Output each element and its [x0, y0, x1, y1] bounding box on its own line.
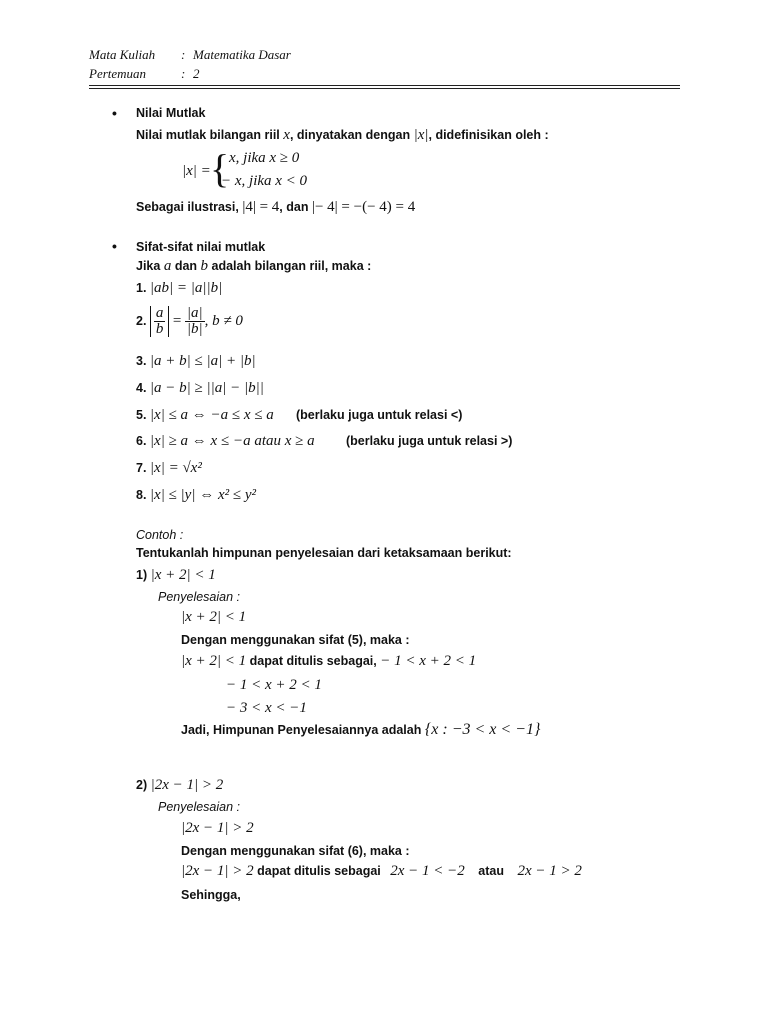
property-expression: |ab| = |a||b|	[149, 280, 223, 296]
sifat-intro-dan: dan	[174, 259, 198, 273]
bullet-nilai-mutlak: •	[112, 105, 117, 121]
sifat-intro-var-a: a	[163, 258, 172, 274]
property-2-lhs-numerator: a	[155, 305, 164, 321]
illustration-eq-1: |4| = 4	[242, 199, 280, 215]
example-1-step-1-text: dapat ditulis sebagai,	[249, 654, 377, 668]
property-2-condition: , b ≠ 0	[204, 312, 243, 329]
contoh-label: Contoh :	[136, 528, 184, 542]
example-1-conclusion	[181, 721, 540, 739]
example-1-number: 1)	[136, 568, 148, 582]
example-1-solution-set: {x : −3 < x < −1}	[424, 721, 541, 738]
property-1	[136, 280, 222, 297]
header-value-meeting: 2	[193, 66, 200, 81]
header-rule-bottom	[89, 88, 680, 89]
property-2-lhs-denominator: b	[155, 321, 164, 337]
example-2-step-1	[181, 863, 582, 880]
sifat-intro	[136, 258, 371, 275]
example-2-step-1-b: 2x − 1 > 2	[517, 863, 582, 879]
case-definition-lhs: |x| =	[182, 163, 211, 179]
property-number: 7.	[136, 461, 147, 475]
example-2-step-1-a: 2x − 1 < −2	[390, 863, 465, 879]
property-number: 8.	[136, 488, 147, 502]
property-expression: |a + b| ≤ |a| + |b|	[149, 353, 256, 369]
contoh-instruction: Tentukanlah himpunan penyelesaian dari ketaksamaan berikut:	[136, 546, 512, 560]
example-2-step-1-lhs: |2x − 1| > 2	[181, 863, 254, 879]
example-1-using: Dengan menggunakan sifat (5), maka :	[181, 633, 410, 647]
example-2-using: Dengan menggunakan sifat (6), maka :	[181, 844, 410, 858]
example-1-step-1	[181, 653, 476, 670]
property-2-rhs-denominator: |b|	[186, 321, 203, 338]
illustration-eq-2: |− 4| = −(− 4) = 4	[311, 199, 416, 215]
definition-text-a: Nilai mutlak bilangan riil	[136, 128, 280, 142]
property-expression: |x| ≤ a ⇔ −a ≤ x ≤ a	[149, 407, 274, 423]
property-5	[136, 407, 274, 424]
section-title-sifat: Sifat-sifat nilai mutlak	[136, 240, 266, 254]
property-6-note: (berlaku juga untuk relasi >)	[346, 434, 513, 448]
property-expression: |x| ≤ |y| ⇔ x² ≤ y²	[149, 487, 257, 503]
property-number: 1.	[136, 281, 147, 295]
example-1-problem: |x + 2| < 1	[150, 567, 216, 583]
definition-variable: x	[283, 127, 290, 143]
property-expression: |x| = √x²	[149, 460, 202, 476]
example-1-step-3: − 3 < x < −1	[226, 700, 307, 716]
property-number: 2.	[136, 313, 147, 328]
case-negative: − x, jika x < 0	[221, 173, 308, 189]
illustration-text: Sebagai ilustrasi,	[136, 200, 239, 214]
property-4	[136, 380, 264, 397]
property-expression: |a − b| ≥ ||a| − |b||	[149, 380, 264, 396]
example-1-step-1-lhs: |x + 2| < 1	[181, 653, 247, 669]
example-1-step-1-rhs: − 1 < x + 2 < 1	[380, 653, 477, 669]
property-6	[136, 433, 315, 450]
header-sep-1: :	[181, 47, 186, 62]
illustration-dan: , dan	[279, 200, 309, 214]
example-2-penyelesaian: Penyelesaian :	[158, 800, 241, 814]
header-label-pertemuan: Pertemuan	[89, 66, 147, 81]
header-sep-2: :	[181, 66, 186, 81]
property-number: 6.	[136, 434, 147, 448]
definition-text-c: , didefinisikan oleh :	[428, 128, 549, 142]
sifat-intro-jika: Jika	[136, 259, 161, 273]
example-2-sehingga: Sehingga,	[181, 888, 241, 902]
header-rule-top	[89, 85, 680, 86]
sifat-intro-rest: adalah bilangan riil, maka :	[211, 259, 372, 273]
header-value-course: Matematika Dasar	[193, 47, 291, 62]
property-number: 3.	[136, 354, 147, 368]
example-2-restate: |2x − 1| > 2	[181, 820, 254, 836]
example-1-penyelesaian: Penyelesaian :	[158, 590, 241, 604]
property-expression: |x| ≥ a ⇔ x ≤ −a atau x ≥ a	[149, 433, 315, 449]
example-2-problem: |2x − 1| > 2	[150, 777, 224, 793]
property-2-equals: =	[172, 312, 182, 329]
example-2-atau: atau	[478, 864, 504, 878]
example-2-number: 2)	[136, 778, 148, 792]
case-brace: {	[210, 146, 230, 191]
case-positive: x, jika x ≥ 0	[229, 150, 300, 166]
example-2-step-1-text: dapat ditulis sebagai	[257, 864, 381, 878]
property-7	[136, 460, 202, 477]
property-3	[136, 353, 256, 370]
property-number: 4.	[136, 381, 147, 395]
property-2-rhs-numerator: |a|	[186, 305, 203, 322]
example-1-header	[136, 567, 216, 584]
property-5-note: (berlaku juga untuk relasi <)	[296, 408, 463, 422]
illustration-line	[136, 199, 415, 216]
definition-abs-x: |x|	[413, 127, 429, 143]
example-1-restate: |x + 2| < 1	[181, 609, 247, 625]
property-8	[136, 487, 256, 504]
section-title-nilai-mutlak: Nilai Mutlak	[136, 106, 206, 120]
property-2-lhs-abs	[150, 306, 170, 337]
example-2-header	[136, 777, 223, 794]
sifat-intro-var-b: b	[200, 258, 209, 274]
definition-line	[136, 127, 549, 144]
bullet-sifat: •	[112, 238, 117, 254]
property-2	[136, 306, 243, 337]
header-label-mata-kuliah: Mata Kuliah	[89, 47, 156, 62]
example-1-conclusion-text: Jadi, Himpunan Penyelesaiannya adalah	[181, 723, 422, 737]
definition-text-b: , dinyatakan dengan	[289, 128, 411, 142]
example-1-step-2: − 1 < x + 2 < 1	[226, 677, 322, 693]
property-number: 5.	[136, 408, 147, 422]
